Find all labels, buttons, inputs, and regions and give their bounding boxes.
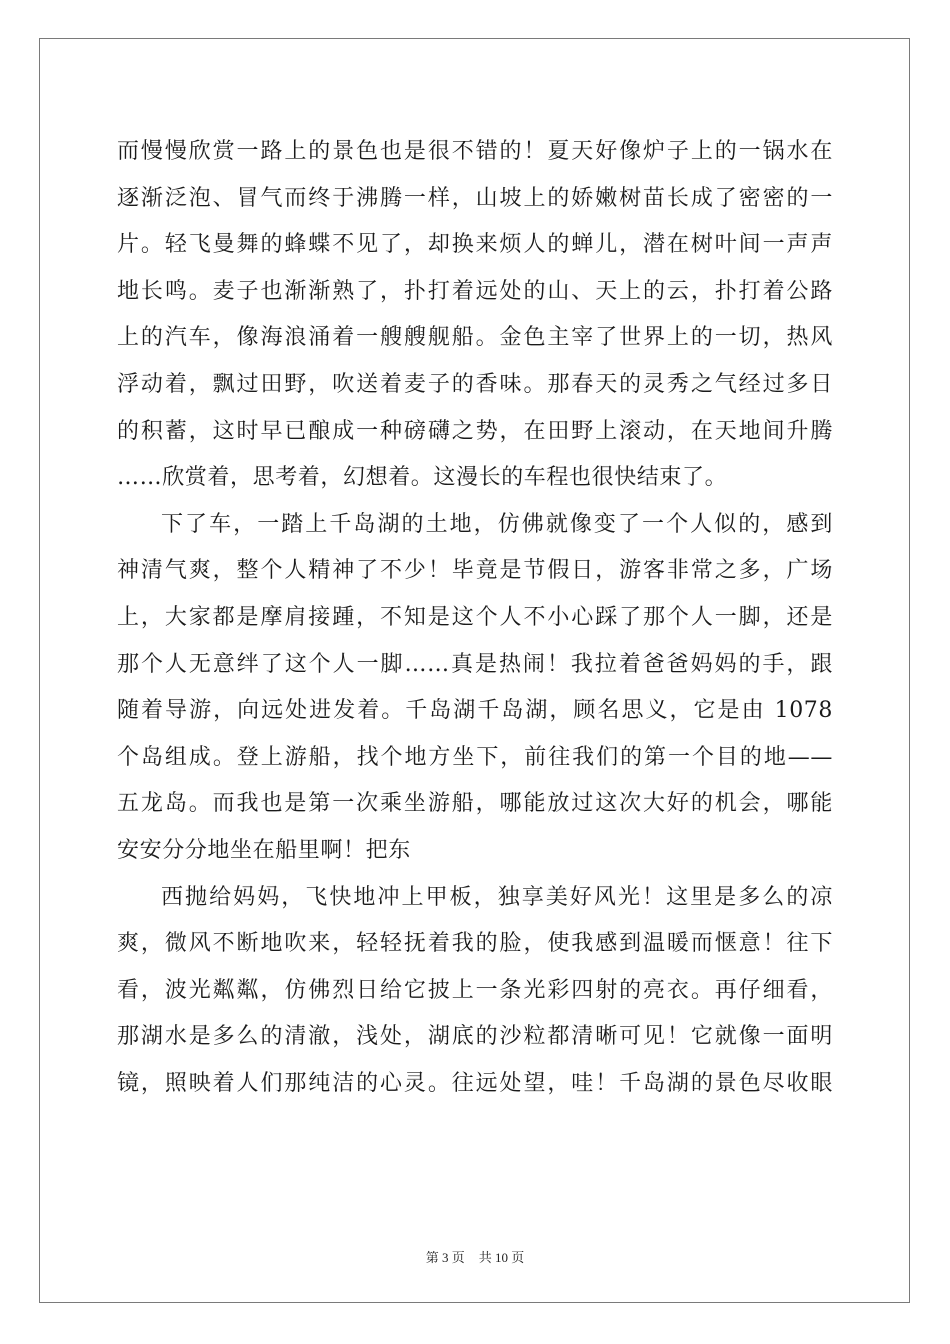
page-total: 共 10 页	[478, 1250, 525, 1265]
text-line: 浮动着，飘过田野，吹送着麦子的香味。那春天的灵秀之气经过多日	[117, 371, 833, 397]
page-footer	[0, 1249, 950, 1267]
text-line: 神清气爽，整个人精神了不少！毕竟是节假日，游客非常之多，广场	[117, 558, 833, 584]
text-line: 那个人无意绊了这个人一脚……真是热闹！我拉着爸爸妈妈的手，跟	[117, 651, 833, 677]
text-line: 安安分分地坐在船里啊！把东	[117, 837, 411, 863]
text-line: 上，大家都是摩肩接踵，不知是这个人不小心踩了那个人一脚，还是	[117, 604, 833, 630]
text-line: ……欣赏着，思考着，幻想着。这漫长的车程也很快结束了。	[117, 465, 728, 491]
text-line: 上的汽车，像海浪涌着一艘艘舰船。金色主宰了世界上的一切，热风	[117, 325, 833, 351]
body-text	[117, 129, 833, 1107]
text-line: 地长鸣。麦子也渐渐熟了，扑打着远处的山、天上的云，扑打着公路	[117, 278, 833, 304]
text-line: 逐渐泛泡、冒气而终于沸腾一样，山坡上的娇嫩树苗长成了密密的一	[117, 185, 833, 211]
text-line: 五龙岛。而我也是第一次乘坐游船，哪能放过这次大好的机会，哪能	[117, 791, 833, 817]
text-line: 爽，微风不断地吹来，轻轻抚着我的脸，使我感到温暖而惬意！往下	[117, 931, 833, 957]
text-line: 镜，照映着人们那纯洁的心灵。往远处望，哇！千岛湖的景色尽收眼	[117, 1070, 833, 1096]
page-number: 第 3 页	[425, 1250, 465, 1265]
paragraph-first-line: 西抛给妈妈，飞快地冲上甲板，独享美好风光！这里是多么的凉	[161, 884, 833, 910]
text-line: 个岛组成。登上游船，找个地方坐下，前往我们的第一个目的地——	[117, 744, 833, 770]
text-line: 而慢慢欣赏一路上的景色也是很不错的！夏天好像炉子上的一锅水在	[117, 139, 833, 164]
text-line: 随着导游，向远处进发着。千岛湖千岛湖，顾名思义，它是由 1078	[117, 698, 833, 724]
text-line: 片。轻飞曼舞的蜂蝶不见了，却换来烦人的蝉儿，潜在树叶间一声声	[117, 232, 833, 258]
text-line: 的积蓄，这时早已酿成一种磅礴之势，在田野上滚动，在天地间升腾	[117, 418, 833, 444]
paragraph-first-line: 下了车，一踏上千岛湖的土地，仿佛就像变了一个人似的，感到	[161, 511, 833, 537]
text-line: 那湖水是多么的清澈，浅处，湖底的沙粒都清晰可见！它就像一面明	[117, 1024, 833, 1050]
text-line: 看，波光粼粼，仿佛烈日给它披上一条光彩四射的亮衣。再仔细看，	[117, 977, 833, 1003]
